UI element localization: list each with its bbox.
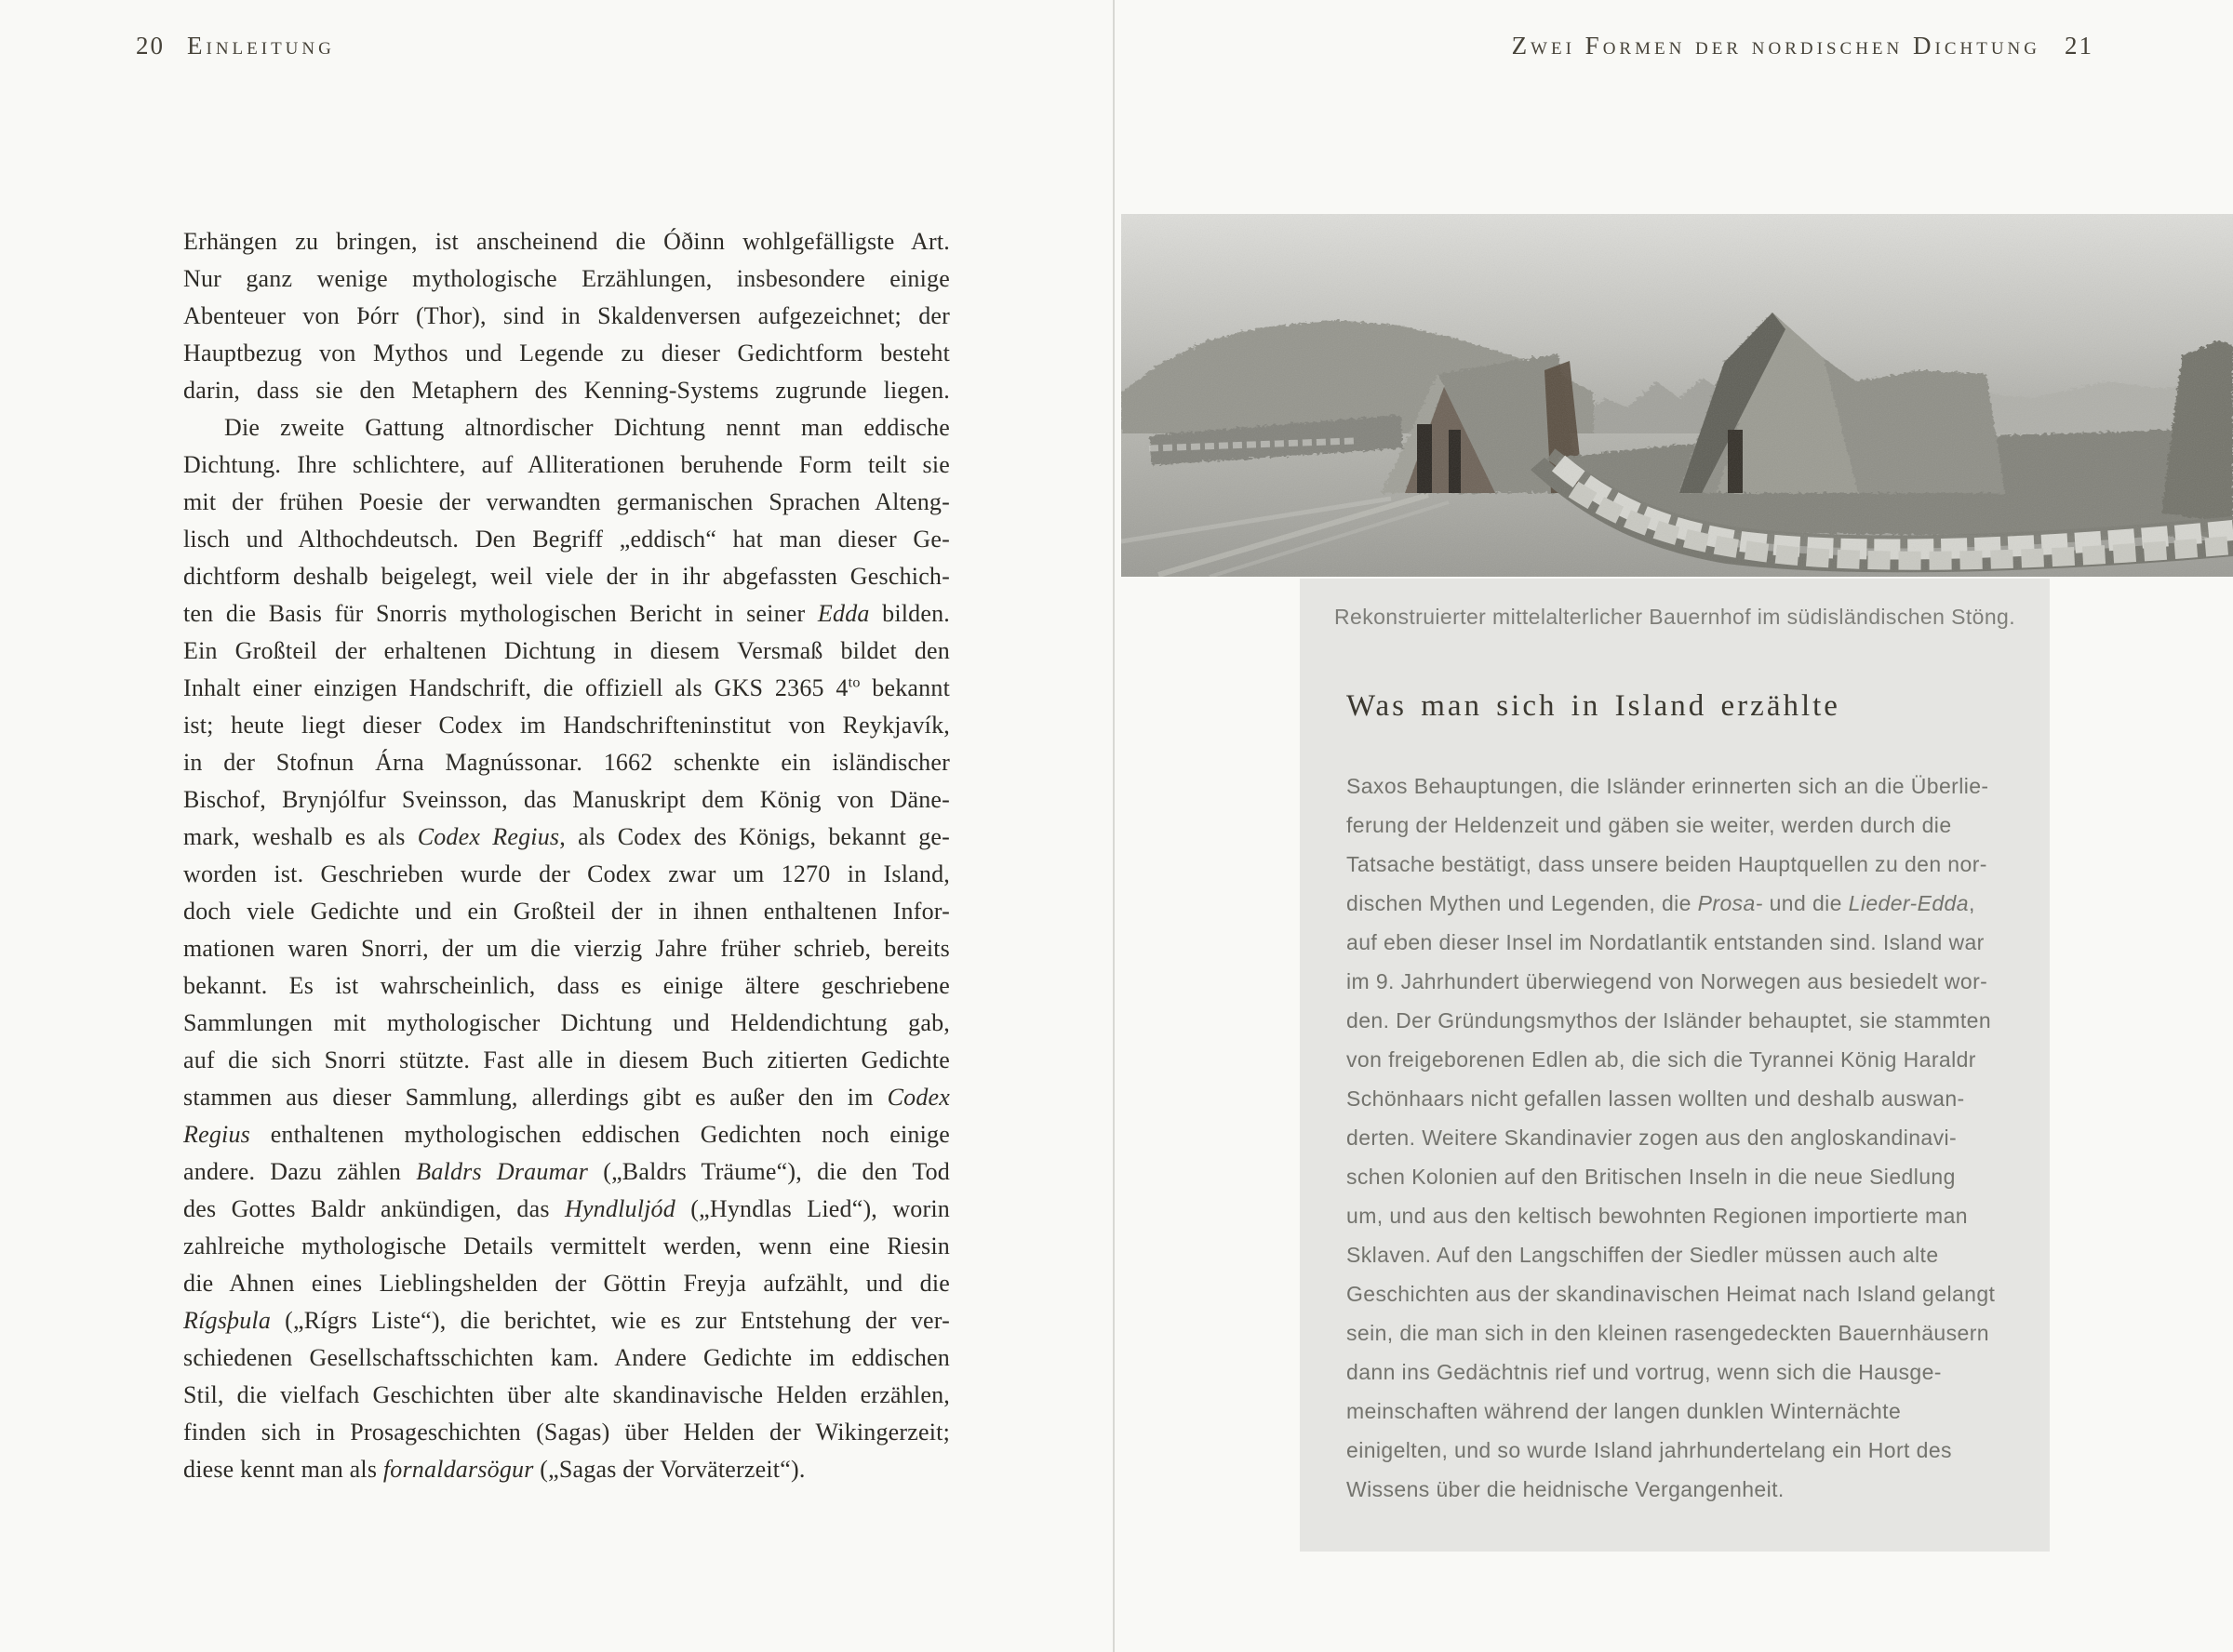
text-line: des Gottes Baldr ankündigen, das Hyndluljód („Hyndlas Lied“), worin bbox=[183, 1195, 950, 1222]
text-line: zahlreiche mythologische Details vermittelt werden, wenn eine Riesin bbox=[183, 1232, 950, 1259]
text-line: auf eben dieser Insel im Nordatlantik entstanden sind. Island war bbox=[1346, 930, 1985, 954]
text-line: dann ins Gedächtnis rief und vortrug, wenn sich die Hausge- bbox=[1346, 1360, 1942, 1384]
text-line: bekannt. Es ist wahrscheinlich, dass es einige ältere geschriebene bbox=[183, 972, 950, 999]
photo-grain-overlay bbox=[1121, 214, 2233, 577]
gutter-line bbox=[1113, 0, 1115, 1652]
text-line: dischen Mythen und Legenden, die Prosa- und die Lieder-Edda, bbox=[1346, 891, 1975, 915]
text-line: den. Der Gründungsmythos der Isländer behauptet, sie stammten bbox=[1346, 1008, 1992, 1032]
text-line: stammen aus dieser Sammlung, allerdings gibt es außer den im Codex bbox=[183, 1084, 950, 1111]
text-line: in der Stofnun Árna Magnússonar. 1662 schenkte ein isländischer bbox=[183, 749, 950, 776]
text-line: Wissens über die heidnische Vergangenheit. bbox=[1346, 1477, 1785, 1501]
text-line: Abenteuer von Þórr (Thor), sind in Skaldenversen aufgezeichnet; der bbox=[183, 302, 950, 329]
text-line: Dichtung. Ihre schlichtere, auf Alliterationen beruhende Form teilt sie bbox=[183, 451, 950, 478]
text-line: Ein Großteil der erhaltenen Dichtung in diesem Versmaß bildet den bbox=[183, 637, 950, 664]
text-line: Rígsþula („Rígrs Liste“), die berichtet, wie es zur Entstehung der ver- bbox=[183, 1307, 950, 1334]
text-line: ferung der Heldenzeit und gäben sie weiter, werden durch die bbox=[1346, 813, 1952, 837]
text-line: Geschichten aus der skandinavischen Heimat nach Island gelangt bbox=[1346, 1282, 1996, 1306]
text-line: dichtform deshalb beigelegt, weil viele der in ihr abgefassten Geschich- bbox=[183, 563, 950, 590]
text-line: Hauptbezug von Mythos und Legende zu dieser Gedichtform besteht bbox=[183, 340, 950, 366]
text-line: Bischof, Brynjólfur Sveinsson, das Manuskript dem König von Däne- bbox=[183, 786, 950, 813]
infobox-heading: Was man sich in Island erzählte bbox=[1346, 689, 1840, 723]
text-line: Sammlungen mit mythologischer Dichtung und Heldendichtung gab, bbox=[183, 1009, 950, 1036]
page-number-right: 21 bbox=[2065, 32, 2093, 60]
text-line: schiedenen Gesellschaftsschichten kam. Andere Gedichte im eddischen bbox=[183, 1344, 950, 1371]
body-text-left bbox=[183, 223, 950, 1488]
text-line: Schönhaars nicht gefallen lassen wollten und deshalb auswan- bbox=[1346, 1086, 1965, 1111]
text-line: Saxos Behauptungen, die Isländer erinnerten sich an die Überlie- bbox=[1346, 774, 1989, 798]
text-line: sein, die man sich in den kleinen rasengedeckten Bauernhäusern bbox=[1346, 1321, 1989, 1345]
text-line: einigelten, und so wurde Island jahrhundertelang ein Hort des bbox=[1346, 1438, 1952, 1462]
text-line: diese kennt man als fornaldarsögur („Sagas der Vorväterzeit“). bbox=[183, 1456, 806, 1483]
infobox-body bbox=[1346, 766, 2050, 1509]
text-line: Tatsache bestätigt, dass unsere beiden Hauptquellen zu den nor- bbox=[1346, 852, 1987, 876]
text-line: die Ahnen eines Lieblingshelden der Göttin Freyja aufzählt, und die bbox=[183, 1270, 950, 1297]
text-line: mationen waren Snorri, der um die vierzig Jahre früher schrieb, bereits bbox=[183, 935, 950, 962]
text-line: schen Kolonien auf den Britischen Inseln in die neue Siedlung bbox=[1346, 1165, 1956, 1189]
text-line: meinschaften während der langen dunklen Winternächte bbox=[1346, 1399, 1902, 1423]
running-head-right bbox=[1512, 32, 2093, 60]
farm-photo bbox=[1121, 214, 2233, 577]
text-line: auf die sich Snorri stützte. Fast alle in diesem Buch zitierten Gedichte bbox=[183, 1046, 950, 1073]
text-line: Inhalt einer einzigen Handschrift, die offiziell als GKS 2365 $4^{to}$ bekannt bbox=[183, 674, 950, 701]
text-line: worden ist. Geschrieben wurde der Codex zwar um 1270 in Island, bbox=[183, 860, 950, 887]
text-line: mit der frühen Poesie der verwandten germanischen Sprachen Alteng- bbox=[183, 488, 950, 515]
farm-photo-illustration bbox=[1121, 214, 2233, 577]
text-line: mark, weshalb es als Codex Regius, als Codex des Königs, bekannt ge- bbox=[183, 823, 950, 850]
text-line: Nur ganz wenige mythologische Erzählungen, insbesondere einige bbox=[183, 265, 950, 292]
text-line: derten. Weitere Skandinavier zogen aus den angloskandinavi- bbox=[1346, 1126, 1958, 1150]
page-number-left: 20 bbox=[136, 32, 165, 60]
text-line: finden sich in Prosageschichten (Sagas) über Helden der Wikingerzeit; bbox=[183, 1419, 950, 1446]
photo-caption: Rekonstruierter mittelalterlicher Bauernhof im südisländischen Stöng. bbox=[1334, 605, 2015, 629]
text-line: Regius enthaltenen mythologischen eddischen Gedichten noch einige bbox=[183, 1121, 950, 1148]
text-line: von freigeborenen Edlen ab, die sich die Tyrannei König Haraldr bbox=[1346, 1047, 1976, 1072]
text-line: Stil, die vielfach Geschichten über alte skandinavische Helden erzählen, bbox=[183, 1381, 950, 1408]
running-head-left bbox=[136, 32, 335, 60]
text-line: Erhängen zu bringen, ist anscheinend die Óðinn wohlgefälligste Art. bbox=[183, 228, 950, 255]
chapter-title-right: Zwei Formen der nordischen Dichtung bbox=[1511, 32, 2040, 60]
text-line: doch viele Gedichte und ein Großteil der in ihnen enthaltenen Infor- bbox=[183, 898, 950, 925]
section-title-left: Einleitung bbox=[187, 32, 335, 60]
text-line: lisch und Althochdeutsch. Den Begriff „eddisch“ hat man dieser Ge- bbox=[183, 526, 950, 553]
text-line: ten die Basis für Snorris mythologischen Bericht in seiner Edda bilden. bbox=[183, 600, 950, 627]
text-line: Die zweite Gattung altnordischer Dichtung nennt man eddische bbox=[224, 414, 950, 441]
text-line: im 9. Jahrhundert überwiegend von Norwegen aus besiedelt wor- bbox=[1346, 969, 1988, 993]
text-line: ist; heute liegt dieser Codex im Handschrifteninstitut von Reykjavík, bbox=[183, 712, 950, 739]
info-box bbox=[1300, 579, 2050, 1552]
text-line: um, und aus den keltisch bewohnten Regionen importierte man bbox=[1346, 1204, 1968, 1228]
text-line: andere. Dazu zählen Baldrs Draumar („Baldrs Träume“), die den Tod bbox=[183, 1158, 951, 1185]
text-line: darin, dass sie den Metaphern des Kenning-Systems zugrunde liegen. bbox=[183, 377, 950, 404]
text-line: Sklaven. Auf den Langschiffen der Siedler müssen auch alte bbox=[1346, 1243, 1939, 1267]
